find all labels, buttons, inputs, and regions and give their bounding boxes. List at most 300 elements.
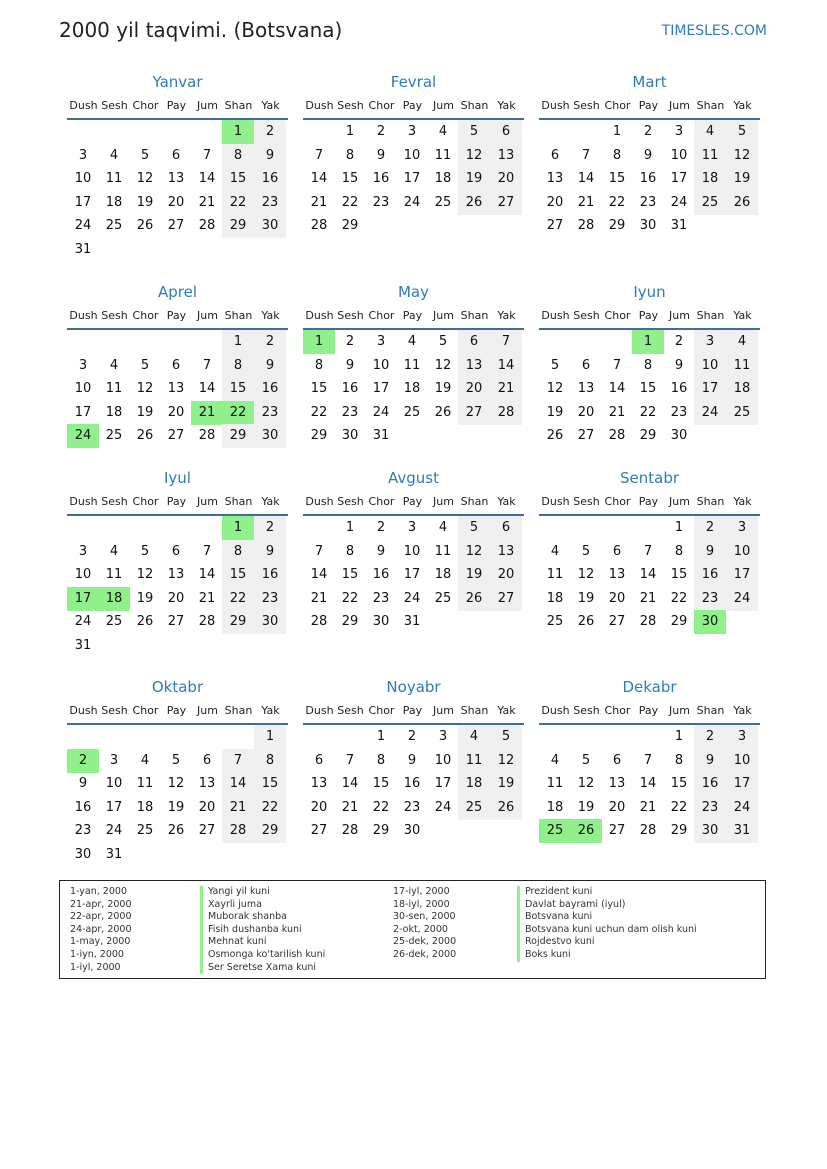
day-cell: 4 <box>109 147 119 163</box>
weekday-label: Shan <box>460 704 489 717</box>
day-cell: 6 <box>612 543 622 559</box>
day-cell: 20 <box>167 194 185 210</box>
day-cell: 9 <box>694 540 726 564</box>
weekday-label: Yak <box>261 495 280 508</box>
weekday-label: Yak <box>733 495 752 508</box>
day-cell: 15 <box>341 171 359 187</box>
day-cell: 15 <box>670 776 688 792</box>
legend-date: 1-may, 2000 <box>70 936 131 948</box>
weekday-label: Pay <box>166 309 187 322</box>
legend-date: 1-yan, 2000 <box>70 886 127 897</box>
weekday-label: Chor <box>604 309 631 322</box>
weekday-header <box>67 99 288 117</box>
day-cell: 8 <box>674 752 684 768</box>
day-cell: 7 <box>345 752 355 768</box>
day-cell: 30 <box>254 424 286 448</box>
weekday-label: Chor <box>368 704 395 717</box>
day-cell: 12 <box>577 776 595 792</box>
weekday-header <box>539 495 760 513</box>
day-cell: 7 <box>490 330 522 354</box>
weekday-label: Yak <box>733 309 752 322</box>
day-grid <box>303 120 524 264</box>
day-cell: 8 <box>222 540 254 564</box>
day-cell: 12 <box>136 567 154 583</box>
day-cell: 29 <box>341 614 359 630</box>
day-cell: 9 <box>345 357 355 373</box>
day-cell: 7 <box>314 543 324 559</box>
weekday-label: Sesh <box>573 495 600 508</box>
weekday-label: Dush <box>69 704 98 717</box>
day-cell: 9 <box>694 749 726 773</box>
day-cell: 31 <box>403 614 421 630</box>
day-cell: 28 <box>310 218 328 234</box>
weekday-label: Yak <box>497 309 516 322</box>
day-cell: 25 <box>546 614 564 630</box>
day-cell: 4 <box>550 752 560 768</box>
day-cell: 6 <box>171 147 181 163</box>
day-cell: 6 <box>581 357 591 373</box>
day-cell: 5 <box>171 752 181 768</box>
day-grid <box>539 120 760 264</box>
day-cell: 8 <box>674 543 684 559</box>
day-cell: 26 <box>490 796 522 820</box>
day-cell: 3 <box>694 330 726 354</box>
day-cell: 27 <box>167 428 185 444</box>
day-cell: 30 <box>341 428 359 444</box>
weekday-label: Chor <box>132 309 159 322</box>
weekday-label: Sesh <box>101 99 128 112</box>
day-cell: 15 <box>670 567 688 583</box>
legend-names-right <box>517 886 697 962</box>
day-cell: 5 <box>490 725 522 749</box>
legend-dates-left <box>70 886 132 974</box>
day-cell: 19 <box>136 194 154 210</box>
day-cell: 10 <box>105 776 123 792</box>
day-cell: 19 <box>458 167 490 191</box>
day-cell: 17 <box>403 171 421 187</box>
weekday-label: Dush <box>541 309 570 322</box>
weekday-label: Chor <box>604 704 631 717</box>
day-cell: 14 <box>310 171 328 187</box>
weekday-label: Sesh <box>337 704 364 717</box>
day-grid <box>67 330 288 474</box>
day-cell: 18 <box>726 377 758 401</box>
weekday-label: Chor <box>368 99 395 112</box>
day-cell: 6 <box>171 543 181 559</box>
day-cell: 6 <box>490 120 522 144</box>
day-cell: 1 <box>254 725 286 749</box>
day-grid <box>303 330 524 474</box>
day-cell: 3 <box>78 147 88 163</box>
day-cell: 12 <box>458 144 490 168</box>
day-cell: 7 <box>643 752 653 768</box>
day-cell: 26 <box>434 404 452 420</box>
day-cell: 27 <box>458 401 490 425</box>
day-cell: 20 <box>577 404 595 420</box>
day-cell: 15 <box>608 171 626 187</box>
day-cell: 30 <box>694 819 726 843</box>
legend-holiday-name: Boks kuni <box>517 949 697 962</box>
day-cell: 30 <box>254 610 286 634</box>
day-cell: 21 <box>577 194 595 210</box>
day-cell: 7 <box>202 147 212 163</box>
day-cell: 26 <box>167 823 185 839</box>
day-cell: 22 <box>310 404 328 420</box>
day-cell: 1 <box>222 120 254 144</box>
legend-holiday-name: Mehnat kuni <box>200 936 325 949</box>
day-cell: 1 <box>674 729 684 744</box>
day-cell: 1 <box>632 330 664 354</box>
day-cell: 4 <box>140 752 150 768</box>
day-cell: 28 <box>198 218 216 234</box>
day-cell: 31 <box>74 242 92 257</box>
holiday-legend <box>59 880 766 979</box>
day-cell: 9 <box>254 354 286 378</box>
day-cell: 4 <box>407 334 417 349</box>
weekday-label: Jum <box>669 495 690 508</box>
day-cell: 30 <box>670 428 688 444</box>
day-cell: 17 <box>726 772 758 796</box>
month-name: Iyun <box>633 283 666 301</box>
day-cell: 19 <box>167 799 185 815</box>
day-cell: 29 <box>222 214 254 238</box>
day-cell: 23 <box>372 590 390 606</box>
weekday-label: Sesh <box>573 99 600 112</box>
weekday-label: Pay <box>638 99 659 112</box>
day-cell: 25 <box>694 191 726 215</box>
month-name: Sentabr <box>619 469 680 487</box>
day-cell: 15 <box>372 776 390 792</box>
weekday-label: Shan <box>696 99 725 112</box>
day-cell: 17 <box>670 171 688 187</box>
weekday-label: Shan <box>696 495 725 508</box>
day-cell: 14 <box>198 171 216 187</box>
weekday-label: Dush <box>69 309 98 322</box>
day-cell: 20 <box>490 563 522 587</box>
day-cell: 11 <box>136 776 154 792</box>
day-cell: 28 <box>608 428 626 444</box>
day-cell: 11 <box>105 567 123 583</box>
day-cell: 26 <box>136 428 154 444</box>
day-cell: 29 <box>670 823 688 839</box>
day-cell: 16 <box>254 167 286 191</box>
weekday-label: Yak <box>497 495 516 508</box>
day-cell: 16 <box>372 171 390 187</box>
day-cell: 18 <box>546 590 564 606</box>
day-cell: 26 <box>136 218 154 234</box>
weekday-label: Yak <box>497 99 516 112</box>
day-cell: 2 <box>254 330 286 354</box>
weekday-label: Shan <box>696 309 725 322</box>
day-cell: 23 <box>694 796 726 820</box>
weekday-header <box>67 495 288 513</box>
weekday-label: Jum <box>433 704 454 717</box>
day-cell: 11 <box>546 776 564 792</box>
day-cell: 11 <box>105 171 123 187</box>
weekday-label: Jum <box>433 495 454 508</box>
day-cell: 5 <box>458 516 490 540</box>
day-cell: 14 <box>198 381 216 397</box>
day-cell: 27 <box>167 218 185 234</box>
day-cell: 12 <box>458 540 490 564</box>
day-cell: 1 <box>345 520 355 535</box>
day-cell: 10 <box>726 749 758 773</box>
day-cell: 9 <box>254 540 286 564</box>
day-cell: 13 <box>490 144 522 168</box>
month-name: Oktabr <box>151 678 204 696</box>
weekday-header <box>303 99 524 117</box>
day-cell: 5 <box>726 120 758 144</box>
day-cell: 20 <box>546 194 564 210</box>
day-cell: 18 <box>98 587 130 611</box>
day-grid <box>303 516 524 660</box>
weekday-label: Sesh <box>101 704 128 717</box>
day-cell: 13 <box>546 171 564 187</box>
weekday-label: Jum <box>669 99 690 112</box>
day-cell: 6 <box>550 147 560 163</box>
day-cell: 25 <box>105 614 123 630</box>
day-grid <box>539 516 760 660</box>
day-cell: 18 <box>434 567 452 583</box>
day-cell: 27 <box>546 218 564 234</box>
weekday-label: Jum <box>197 309 218 322</box>
weekday-label: Sesh <box>573 704 600 717</box>
weekday-label: Jum <box>197 99 218 112</box>
day-cell: 13 <box>310 776 328 792</box>
month-name: Fevral <box>390 73 437 91</box>
day-cell: 28 <box>577 218 595 234</box>
weekday-header <box>303 704 524 722</box>
day-cell: 16 <box>254 377 286 401</box>
weekday-label: Dush <box>541 99 570 112</box>
day-cell: 18 <box>136 799 154 815</box>
legend-date: 21-apr, 2000 <box>70 898 132 910</box>
day-cell: 5 <box>140 357 150 373</box>
day-cell: 11 <box>546 567 564 583</box>
weekday-label: Dush <box>305 704 334 717</box>
day-cell: 5 <box>438 334 448 349</box>
day-cell: 18 <box>403 381 421 397</box>
day-cell: 22 <box>670 799 688 815</box>
day-cell: 13 <box>608 776 626 792</box>
day-cell: 14 <box>639 567 657 583</box>
day-cell: 7 <box>643 543 653 559</box>
day-cell: 17 <box>403 567 421 583</box>
day-cell: 13 <box>458 354 490 378</box>
day-cell: 2 <box>694 516 726 540</box>
weekday-label: Jum <box>197 704 218 717</box>
day-cell: 29 <box>341 218 359 234</box>
legend-holiday-name: Fisih dushanba kuni <box>200 924 325 937</box>
day-cell: 22 <box>222 401 254 425</box>
day-cell: 6 <box>314 752 324 768</box>
day-cell: 15 <box>639 381 657 397</box>
day-cell: 12 <box>490 749 522 773</box>
day-cell: 16 <box>639 171 657 187</box>
day-cell: 13 <box>198 776 216 792</box>
day-cell: 1 <box>222 516 254 540</box>
day-cell: 17 <box>694 377 726 401</box>
day-cell: 20 <box>490 167 522 191</box>
weekday-label: Pay <box>166 99 187 112</box>
day-cell: 29 <box>222 424 254 448</box>
day-cell: 22 <box>254 796 286 820</box>
day-cell: 11 <box>694 144 726 168</box>
weekday-header <box>67 309 288 327</box>
day-cell: 7 <box>314 147 324 163</box>
weekday-label: Sesh <box>337 309 364 322</box>
day-cell: 26 <box>546 428 564 444</box>
day-cell: 25 <box>458 796 490 820</box>
legend-date: 25-dek, 2000 <box>393 936 457 948</box>
day-cell: 4 <box>726 330 758 354</box>
day-cell: 30 <box>74 847 92 862</box>
day-cell: 31 <box>372 428 390 444</box>
day-cell: 27 <box>608 614 626 630</box>
month-name: Yanvar <box>152 73 203 91</box>
weekday-label: Pay <box>638 704 659 717</box>
day-cell: 12 <box>546 381 564 397</box>
legend-date: 1-iyn, 2000 <box>70 948 124 960</box>
day-cell: 8 <box>612 147 622 163</box>
month-name: Aprel <box>157 283 198 301</box>
day-cell: 8 <box>345 147 355 163</box>
day-cell: 3 <box>438 729 448 744</box>
day-cell: 27 <box>490 587 522 611</box>
day-cell: 25 <box>434 590 452 606</box>
weekday-label: Pay <box>638 495 659 508</box>
day-cell: 20 <box>608 799 626 815</box>
day-cell: 21 <box>639 590 657 606</box>
weekday-header <box>539 704 760 722</box>
day-cell: 25 <box>726 401 758 425</box>
day-cell: 18 <box>105 404 123 420</box>
weekday-label: Jum <box>669 309 690 322</box>
legend-dates-right <box>393 886 456 962</box>
day-grid <box>539 725 760 869</box>
day-cell: 5 <box>140 147 150 163</box>
day-cell: 23 <box>74 823 92 839</box>
day-cell: 10 <box>670 147 688 163</box>
day-cell: 23 <box>670 404 688 420</box>
weekday-label: Shan <box>224 99 253 112</box>
day-cell: 28 <box>341 823 359 839</box>
day-cell: 26 <box>577 614 595 630</box>
weekday-label: Yak <box>261 99 280 112</box>
day-grid <box>67 725 288 869</box>
day-grid <box>539 330 760 474</box>
day-cell: 17 <box>372 381 390 397</box>
day-cell: 10 <box>434 752 452 768</box>
day-cell: 19 <box>726 167 758 191</box>
day-cell: 18 <box>105 194 123 210</box>
weekday-label: Shan <box>224 309 253 322</box>
day-cell: 17 <box>74 404 92 420</box>
day-cell: 2 <box>254 120 286 144</box>
day-cell: 21 <box>222 796 254 820</box>
weekday-label: Shan <box>224 704 253 717</box>
day-cell: 26 <box>726 191 758 215</box>
day-cell: 31 <box>105 847 123 862</box>
day-cell: 19 <box>577 799 595 815</box>
legend-holiday-name: Rojdestvo kuni <box>517 936 697 949</box>
day-cell: 30 <box>254 214 286 238</box>
day-cell: 18 <box>434 171 452 187</box>
day-cell: 22 <box>670 590 688 606</box>
weekday-label: Jum <box>433 99 454 112</box>
day-cell: 15 <box>222 563 254 587</box>
day-cell: 6 <box>490 516 522 540</box>
legend-holiday-name: Botsvana kuni uchun dam olish kuni <box>517 924 697 937</box>
day-cell: 21 <box>639 799 657 815</box>
day-cell: 8 <box>222 144 254 168</box>
day-cell: 5 <box>581 752 591 768</box>
weekday-label: Chor <box>604 495 631 508</box>
weekday-label: Pay <box>402 309 423 322</box>
day-cell: 25 <box>434 194 452 210</box>
day-cell: 2 <box>376 520 386 535</box>
legend-date: 18-iyl, 2000 <box>393 898 450 910</box>
day-cell: 9 <box>674 357 684 373</box>
day-cell: 27 <box>167 614 185 630</box>
day-cell: 12 <box>434 357 452 373</box>
weekday-label: Sesh <box>101 309 128 322</box>
day-cell: 1 <box>612 124 622 139</box>
day-cell: 15 <box>222 377 254 401</box>
day-cell: 27 <box>608 823 626 839</box>
legend-holiday-name: Ser Seretse Xama kuni <box>200 962 325 975</box>
day-cell: 28 <box>198 428 216 444</box>
day-cell: 30 <box>639 218 657 234</box>
page-title: 2000 yil taqvimi. (Botsvana) <box>59 18 343 42</box>
day-cell: 3 <box>674 124 684 139</box>
weekday-label: Yak <box>497 704 516 717</box>
day-cell: 14 <box>577 171 595 187</box>
weekday-label: Sesh <box>573 309 600 322</box>
day-cell: 20 <box>608 590 626 606</box>
day-cell: 21 <box>310 590 328 606</box>
day-cell: 26 <box>570 819 602 843</box>
day-cell: 24 <box>74 614 92 630</box>
day-cell: 7 <box>202 357 212 373</box>
brand-link[interactable]: TIMESLES.COM <box>661 23 767 39</box>
legend-date: 17-iyl, 2000 <box>393 886 450 897</box>
weekday-label: Pay <box>402 99 423 112</box>
day-cell: 10 <box>403 543 421 559</box>
day-cell: 24 <box>726 796 758 820</box>
legend-holiday-name: Botsvana kuni <box>517 911 697 924</box>
legend-date: 26-dek, 2000 <box>393 948 457 960</box>
day-cell: 12 <box>167 776 185 792</box>
day-cell: 14 <box>608 381 626 397</box>
day-cell: 11 <box>726 354 758 378</box>
day-cell: 10 <box>74 567 92 583</box>
day-cell: 1 <box>674 520 684 535</box>
day-cell: 17 <box>726 563 758 587</box>
day-cell: 19 <box>490 772 522 796</box>
weekday-header <box>303 309 524 327</box>
day-cell: 19 <box>458 563 490 587</box>
weekday-header <box>67 704 288 722</box>
day-cell: 27 <box>490 191 522 215</box>
day-cell: 10 <box>403 147 421 163</box>
weekday-label: Chor <box>132 495 159 508</box>
day-cell: 2 <box>254 516 286 540</box>
weekday-label: Dush <box>69 99 98 112</box>
day-cell: 2 <box>67 749 99 773</box>
day-cell: 18 <box>694 167 726 191</box>
day-cell: 23 <box>694 587 726 611</box>
